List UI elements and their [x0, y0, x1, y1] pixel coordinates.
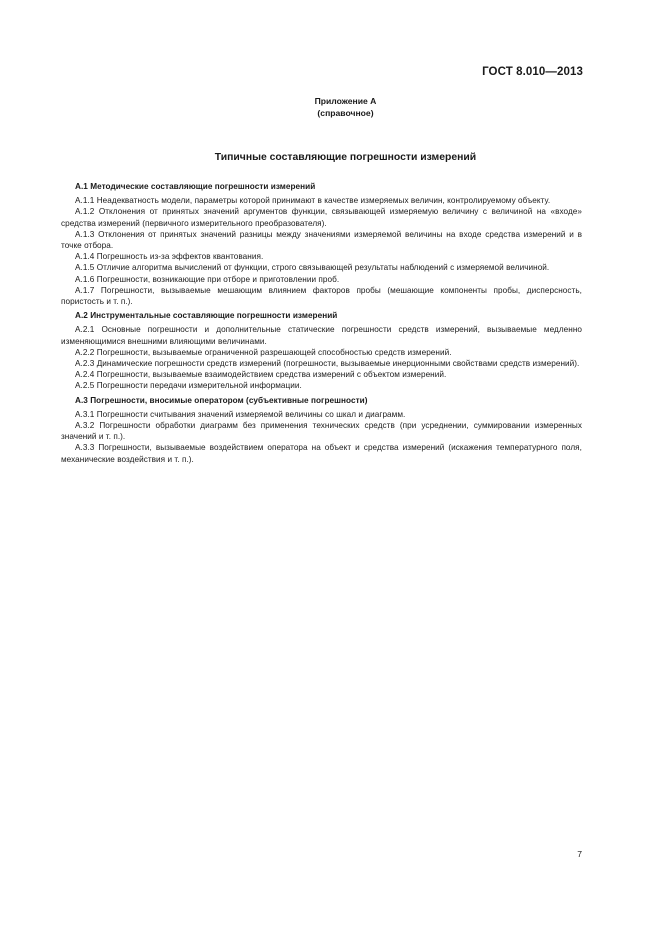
list-item: А.1.1 Неадекватность модели, параметры которой принимают в качестве измеряемых величин, контролируемому объекту.	[75, 196, 551, 206]
list-item: А.1.6 Погрешности, возникающие при отборе и приготовлении проб.	[75, 274, 340, 284]
appendix-type: (справочное)	[317, 108, 374, 118]
appendix-caption	[0, 95, 661, 119]
list-item: А.1.2 Отклонения от принятых значений аргументов функции, связывающей измеряемую величину с величиной на «входе» средства измерений (первичного измерительного преобразователя).	[61, 207, 582, 228]
section-a1	[61, 181, 582, 307]
list-item: А.2.5 Погрешности передачи измерительной информации.	[75, 381, 302, 391]
section-heading: А.2 Инструментальные составляющие погрешности измерений	[75, 311, 338, 321]
list-item: А.2.4 Погрешности, вызываемые взаимодействием средства измерений с объектом измерений.	[75, 370, 447, 380]
list-item: А.2.2 Погрешности, вызываемые ограниченной разрешающей способностью средств измерений.	[75, 347, 452, 357]
section-a3	[61, 395, 582, 465]
document-body	[61, 181, 582, 468]
list-item: А.1.4 Погрешность из-за эффектов квантования.	[75, 252, 264, 262]
list-item: А.1.5 Отличие алгоритма вычислений от функции, строго связывающей результаты наблюдений с измеряемой величиной.	[75, 263, 550, 273]
standard-code: ГОСТ 8.010—2013	[482, 66, 583, 78]
list-item: А.2.3 Динамические погрешности средств измерений (погрешности, вызываемые инерционными свойствами средств измерений).	[75, 359, 580, 369]
section-heading: А.1 Методические составляющие погрешности измерений	[75, 182, 316, 191]
section-a2	[61, 310, 582, 391]
list-item: А.2.1 Основные погрешности и дополнительные статические погрешности средств измерений, вызываемые медленно изменяющимися внешними влияющими величинами.	[61, 325, 582, 346]
list-item: А.3.2 Погрешности обработки диаграмм без применения технических средств (при усреднении, суммировании измеренных значений и т. п.).	[61, 421, 582, 442]
appendix-label: Приложение А	[314, 96, 377, 106]
list-item: А.1.3 Отклонения от принятых значений разницы между значениями измеряемой величины на входе средства измерений и в точке отбора.	[61, 229, 582, 251]
page-title: Типичные составляющие погрешности измерений	[214, 152, 477, 163]
page-number: 7	[577, 849, 582, 859]
list-item: А.1.7 Погрешности, вызываемые мешающим влиянием факторов пробы (мешающие компоненты пробы, дисперсность, пористость и т. п.).	[61, 285, 582, 307]
list-item: А.3.1 Погрешности считывания значений измеряемой величины со шкал и диаграмм.	[75, 409, 406, 419]
section-heading: А.3 Погрешности, вносимые оператором (субъективные погрешности)	[75, 395, 368, 405]
list-item: А.3.3 Погрешности, вызываемые воздействием оператора на объект и средства измерений (искажения температурного поля, механические воздействия и т. п.).	[61, 443, 582, 464]
